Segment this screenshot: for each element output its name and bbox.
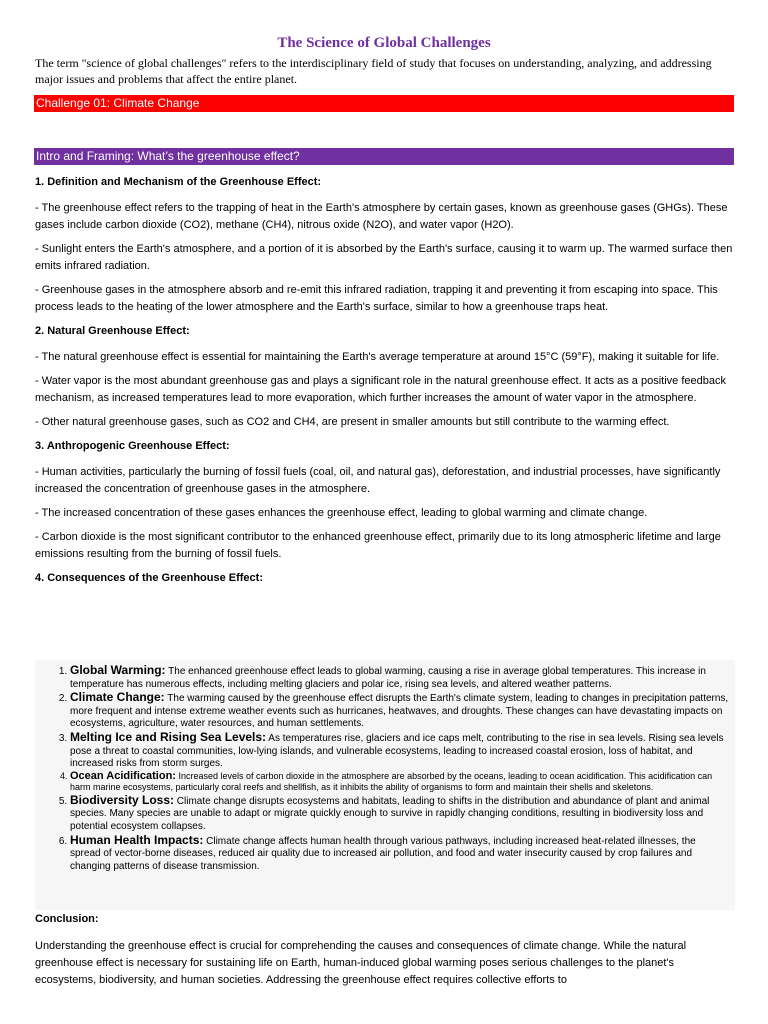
list-item	[70, 834, 729, 874]
intro-framing-heading-bar: Intro and Framing: What’s the greenhouse effect?	[34, 148, 734, 165]
section-heading: 3. Anthropogenic Greenhouse Effect:	[35, 440, 230, 452]
conclusion-paragraph: Understanding the greenhouse effect is crucial for comprehending the causes and consequences of climate change. While the natural greenhouse effect is necessary for sustaining life on Earth, human-induced global warming poses serious challenges to the planet's ecosystems, biodiversity, and human societies. Addressing the greenhouse effect requires collective efforts to	[35, 940, 687, 986]
intro-paragraph: The term "science of global challenges" refers to the interdisciplinary field of study that focuses on understanding, analyzing, and addressing major issues and problems that affect the entire planet.	[35, 56, 712, 86]
list-item-label: Global Warming:	[70, 663, 166, 677]
paragraph: - The greenhouse effect refers to the trapping of heat in the Earth's atmosphere by certain gases, known as greenhouse gases (GHGs). These gases include carbon dioxide (CO2), methane (CH4), nitrous oxide (N2O), and water vapor (H2O).	[35, 202, 728, 231]
paragraph: - Water vapor is the most abundant greenhouse gas and plays a significant role in the natural greenhouse effect. It acts as a positive feedback mechanism, as increased temperatures lead to more evaporation, which further increases the amount of water vapor in the atmosphere.	[35, 375, 726, 404]
paragraph: - The natural greenhouse effect is essential for maintaining the Earth's average temperature at around 15°C (59°F), making it suitable for life.	[35, 351, 720, 363]
list-item-label: Ocean Acidification:	[70, 769, 176, 782]
list-item-label: Human Health Impacts:	[70, 832, 204, 847]
list-item-text: Increased levels of carbon dioxide in the atmosphere are absorbed by the oceans, leading to ocean acidification. This acidification can harm marine ecosystems, particularly coral reefs and shellfish, as it inhibits the ability of organisms to form and maintain their shells and skeletons.	[70, 770, 713, 793]
paragraph: - Greenhouse gases in the atmosphere absorb and re-emit this infrared radiation, trapping it and preventing it from escaping into space. This process leads to the heating of the lower atmosphere and the Earth's surface, similar to how a greenhouse traps heat.	[35, 284, 718, 313]
paragraph: - Other natural greenhouse gases, such as CO2 and CH4, are present in smaller amounts but still contribute to the warming effect.	[35, 416, 670, 428]
list-item-text: Climate change affects human health through various pathways, including increased heat-related illnesses, the spread of vector-borne diseases, reduced air quality due to increased air pollution, and food and water insecurity caused by crop failures and changing patterns of disease transmission.	[70, 835, 696, 872]
list-item	[70, 794, 729, 834]
paragraph: - Carbon dioxide is the most significant contributor to the enhanced greenhouse effect, primarily due to its long atmospheric lifetime and large emissions resulting from the burning of fossil fuels.	[35, 531, 721, 560]
challenge-heading-bar: Challenge 01: Climate Change	[34, 95, 734, 112]
list-item	[70, 731, 729, 771]
page-title: The Science of Global Challenges	[277, 35, 491, 51]
list-item	[70, 664, 729, 691]
paragraph: - Sunlight enters the Earth's atmosphere, and a portion of it is absorbed by the Earth's surface, causing it to warm up. The warmed surface then emits infrared radiation.	[35, 243, 733, 272]
paragraph: - The increased concentration of these gases enhances the greenhouse effect, leading to global warming and climate change.	[35, 507, 648, 519]
list-item-text: Climate change disrupts ecosystems and habitats, leading to shifts in the distribution and abundance of plant and animal species. Many species are unable to adapt or migrate quickly enough to survive in rapidly changing conditions, resulting in biodiversity loss and potential ecosystem collapses.	[70, 795, 710, 832]
section-heading: 4. Consequences of the Greenhouse Effect:	[35, 572, 263, 584]
list-item-label: Biodiversity Loss:	[70, 792, 175, 807]
list-item	[70, 771, 729, 794]
section-heading: 2. Natural Greenhouse Effect:	[35, 325, 190, 337]
list-item-text: As temperatures rise, glaciers and ice caps melt, contributing to the rise in sea levels. Rising sea levels pose a threat to coastal communities, low-lying islands, and vulnerable ecosystems, leading to increased coastal erosion, loss of habitat, and increased risks from storm surges.	[70, 732, 724, 770]
list-item	[70, 691, 729, 731]
consequences-list-box	[35, 660, 735, 910]
list-item-label: Melting Ice and Rising Sea Levels:	[70, 729, 267, 744]
list-item-text: The warming caused by the greenhouse effect disrupts the Earth's climate system, leading to changes in precipitation patterns, more frequent and intense extreme weather events such as hurricanes, heatwaves, and droughts. These changes can have devastating impacts on ecosystems, agriculture, water resources, and human settlements.	[70, 693, 729, 730]
main-body	[35, 174, 735, 596]
list-item-text: The enhanced greenhouse effect leads to global warming, causing a rise in average global temperatures. This increase in temperature has numerous effects, including melting glaciers and polar ice, rising sea levels, and altered weather patterns.	[70, 666, 706, 690]
conclusion-heading: Conclusion:	[35, 913, 99, 925]
section-heading: 1. Definition and Mechanism of the Greenhouse Effect:	[35, 176, 322, 188]
consequences-list	[35, 660, 735, 873]
paragraph: - Human activities, particularly the burning of fossil fuels (coal, oil, and natural gas), deforestation, and industrial processes, have significantly increased the concentration of greenhouse gases in the atmosphere.	[35, 466, 721, 495]
list-item-label: Climate Change:	[70, 690, 165, 705]
